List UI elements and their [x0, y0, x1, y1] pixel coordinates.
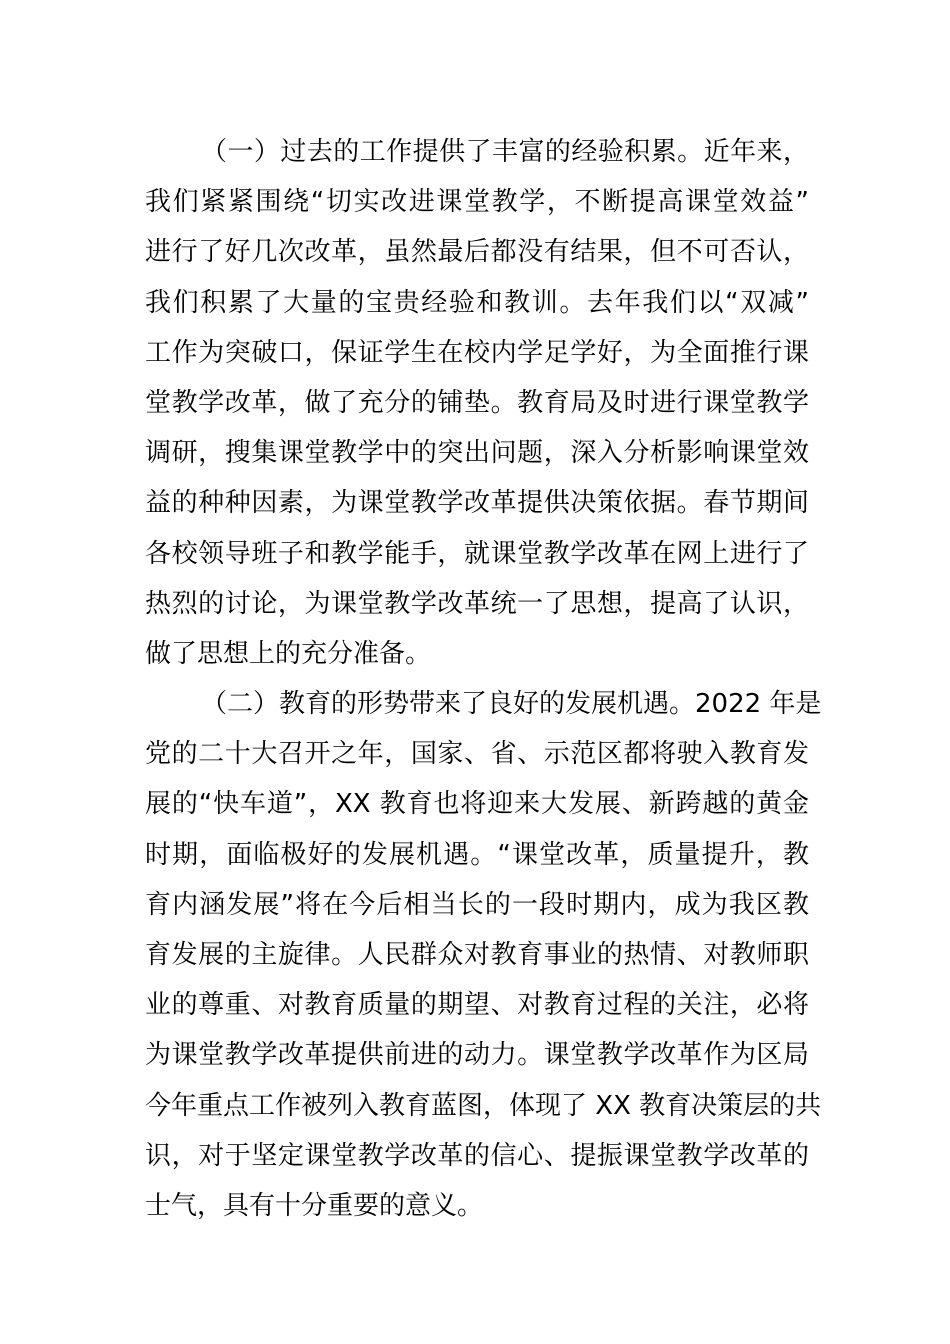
paragraph-line: 士气，具有十分重要的意义。	[145, 1190, 484, 1221]
paragraph-line: 为课堂教学改革提供前进的动力。课堂教学改革作为区局	[145, 1040, 809, 1071]
paragraph-line: 益的种种因素，为课堂教学改革提供决策依据。春节期间	[145, 488, 809, 519]
paragraph-line: 堂教学改革，做了充分的铺垫。教育局及时进行课堂教学	[145, 387, 809, 418]
paragraph-line: 今年重点工作被列入教育蓝图，体现了 XX 教育决策层的共	[145, 1090, 822, 1121]
paragraph-line: 调研，搜集课堂教学中的突出问题，深入分析影响课堂效	[145, 438, 809, 469]
paragraph-line: 我们积累了大量的宝贵经验和教训。去年我们以“双减”	[145, 287, 809, 318]
paragraph-line: 工作为突破口，保证学生在校内学足学好，为全面推行课	[145, 337, 809, 368]
paragraph-line: 我们紧紧围绕“切实改进课堂教学，不断提高课堂效益”	[145, 187, 809, 218]
paragraph-line: 识，对于坚定课堂教学改革的信心、提振课堂教学改革的	[145, 1140, 809, 1171]
paragraph-line: 业的尊重、对教育质量的期望、对教育过程的关注，必将	[145, 990, 809, 1021]
paragraph-line: （二）教育的形势带来了良好的发展机遇。2022 年是	[201, 689, 822, 720]
paragraph-line: 热烈的讨论，为课堂教学改革统一了思想，提高了认识，	[145, 588, 809, 619]
paragraph-line: 育发展的主旋律。人民群众对教育事业的热情、对教师职	[145, 940, 809, 970]
paragraph-line: （一）过去的工作提供了丰富的经验积累。近年来，	[201, 137, 809, 167]
paragraph-line: 各校领导班子和教学能手，就课堂教学改革在网上进行了	[145, 538, 809, 569]
paragraph-line: 进行了好几次改革，虽然最后都没有结果，但不可否认，	[145, 237, 809, 268]
paragraph-line: 党的二十大召开之年，国家、省、示范区都将驶入教育发	[145, 739, 809, 770]
paragraph-line: 做了思想上的充分准备。	[145, 638, 432, 669]
paragraph-2	[145, 679, 822, 1231]
document-body	[145, 127, 822, 1231]
paragraph-line: 时期，面临极好的发展机遇。“课堂改革，质量提升，教	[145, 839, 809, 870]
paragraph-1	[145, 127, 809, 679]
paragraph-line: 展的“快车道”，XX 教育也将迎来大发展、新跨越的黄金	[145, 789, 809, 820]
paragraph-line: 育内涵发展”将在今后相当长的一段时期内，成为我区教	[145, 889, 809, 920]
